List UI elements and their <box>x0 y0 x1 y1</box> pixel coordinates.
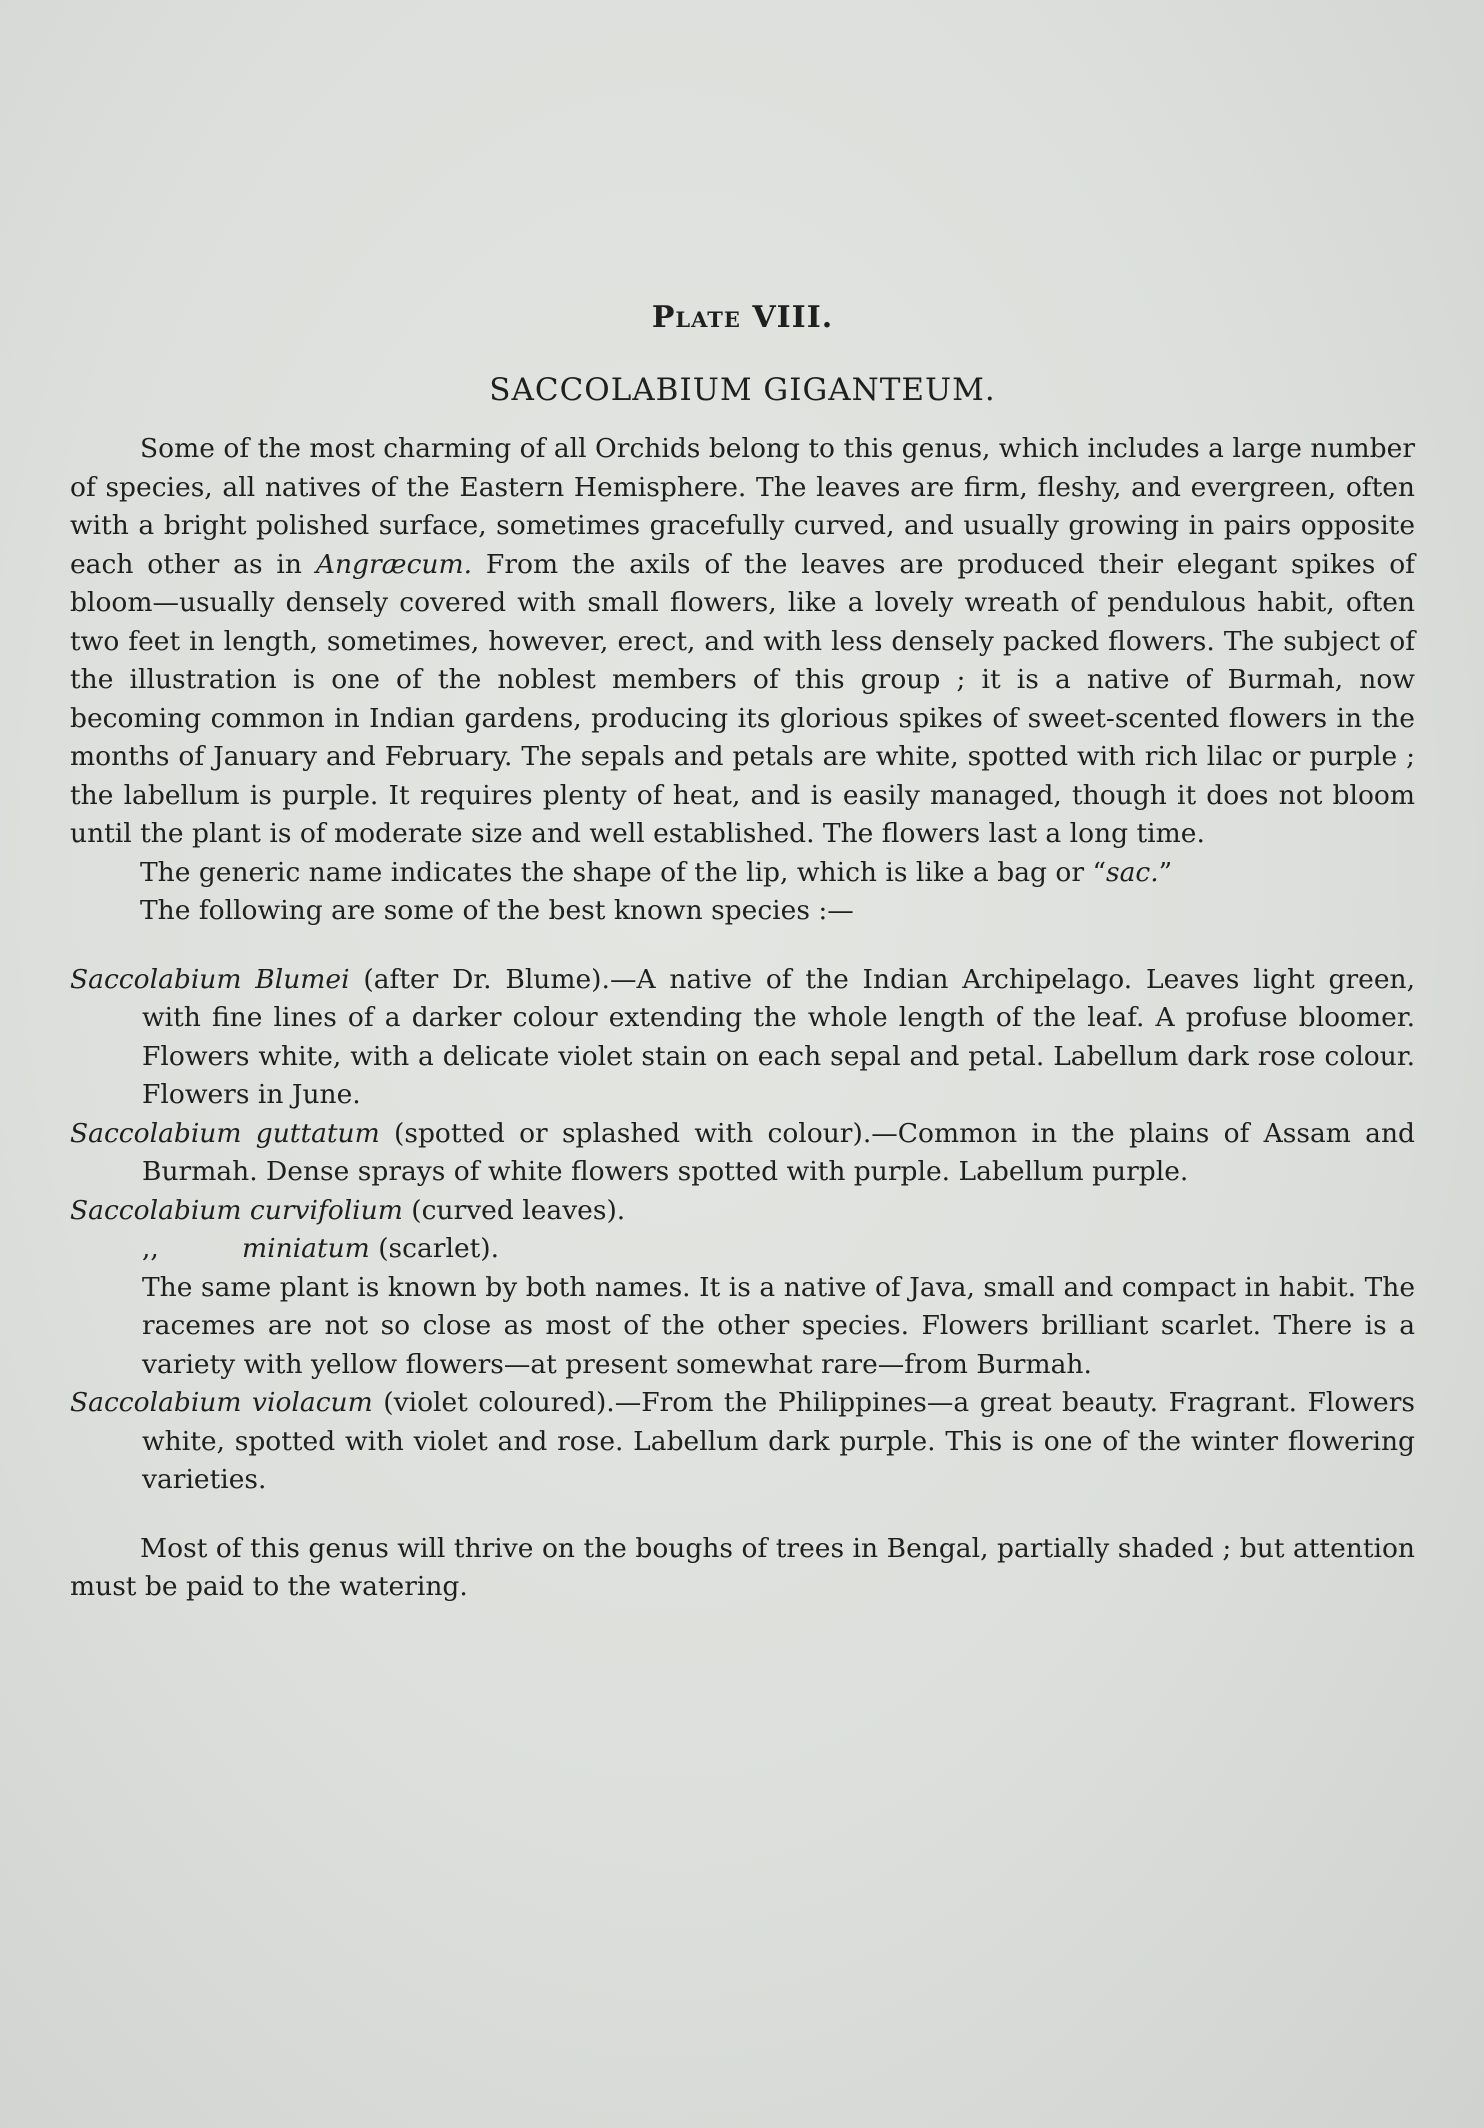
intro-genus-ref: Angræcum. <box>315 548 473 580</box>
document-page <box>70 0 1415 2128</box>
body-text <box>70 430 1415 1607</box>
species-alias-desc: (scarlet). <box>369 1233 500 1264</box>
species-desc: (curved leaves). <box>402 1194 626 1226</box>
page-title: SACCOLABIUM GIGANTEUM. <box>489 372 996 408</box>
species-entry-blumei <box>70 961 1415 1115</box>
species-alias-miniatum <box>70 1230 1415 1269</box>
species-name: Saccolabium Blumei <box>70 963 350 995</box>
species-intro-line: The following are some of the best known species :— <box>140 895 854 926</box>
generic-text-a: The generic name indicates the shape of the lip, which is like a bag or “ <box>140 856 1106 888</box>
species-alias-name: miniatum <box>242 1233 370 1264</box>
species-entry-guttatum <box>70 1115 1415 1192</box>
species-name: Saccolabium violacum <box>70 1387 373 1418</box>
spacer <box>70 1500 1415 1530</box>
species-desc: (spotted or splashed with colour).—Common in the plains of Assam and Burmah. Dense sprays of white flowers spotted with purple. Labellum purple. <box>142 1117 1416 1187</box>
intro-paragraph <box>70 430 1415 854</box>
intro-text-b: From the axils of the leaves are produced their elegant spikes of bloom—usually densely covered with small flowers, like a lovely wreath of pendulous habit, often two feet in length, sometimes, however, erect, and with less densely packed flowers. The subject of the illustration is one of the noblest members of this group ; it is a native of Burmah, now becoming common in Indian gardens, producing its glorious spikes of sweet-scented flowers in the months of January and February. The sepals and petals are white, spotted with rich lilac or purple ; the labellum is purple. It requires plenty of heat, and is easily managed, though it does not bloom until the plant is of moderate size and well established. The flowers last a long time. <box>70 548 1415 849</box>
ditto-mark: ,, <box>142 1233 159 1264</box>
species-name: Saccolabium curvifolium <box>70 1194 403 1226</box>
species-body-curvifolium: The same plant is known by both names. It is a native of Java, small and compact in habit. The racemes are not so close as most of the other species. Flowers brilliant scarlet. There is a variety with yellow flowers—at present somewhat rare—from Burmah. <box>142 1271 1415 1380</box>
plate-number: Plate VIII. <box>651 300 834 335</box>
species-entry-curvifolium <box>70 1192 1415 1231</box>
generic-name-paragraph <box>70 854 1415 893</box>
species-desc: (violet coloured).—From the Philippines—a great beauty. Fragrant. Flowers white, spotted with violet and rose. Labellum dark purple. This is one of the winter flowering varieties. <box>142 1387 1415 1495</box>
closing-paragraph: Most of this genus will thrive on the boughs of trees in Bengal, partially shaded ; but attention must be paid to the watering. <box>70 1532 1415 1602</box>
species-desc: (after Dr. Blume).—A native of the Indian Archipelago. Leaves light green, with fine lines of a darker colour extending the whole length of the leaf. A profuse bloomer. Flowers white, with a delicate violet stain on each sepal and petal. Labellum dark rose colour. Flowers in June. <box>142 963 1416 1110</box>
species-entry-violacum <box>70 1384 1415 1500</box>
generic-text-b: ” <box>1158 856 1173 888</box>
species-name: Saccolabium guttatum <box>70 1117 380 1149</box>
intro-text-a: Some of the most charming of all Orchids belong to this genus, which includes a large number of species, all natives of the Eastern Hemisphere. The leaves are firm, fleshy, and evergreen, often with a bright polished surface, sometimes gracefully curved, and usually growing in pairs opposite each other as in <box>70 433 1415 580</box>
generic-sac: sac. <box>1106 856 1159 888</box>
spacer <box>70 931 1415 961</box>
